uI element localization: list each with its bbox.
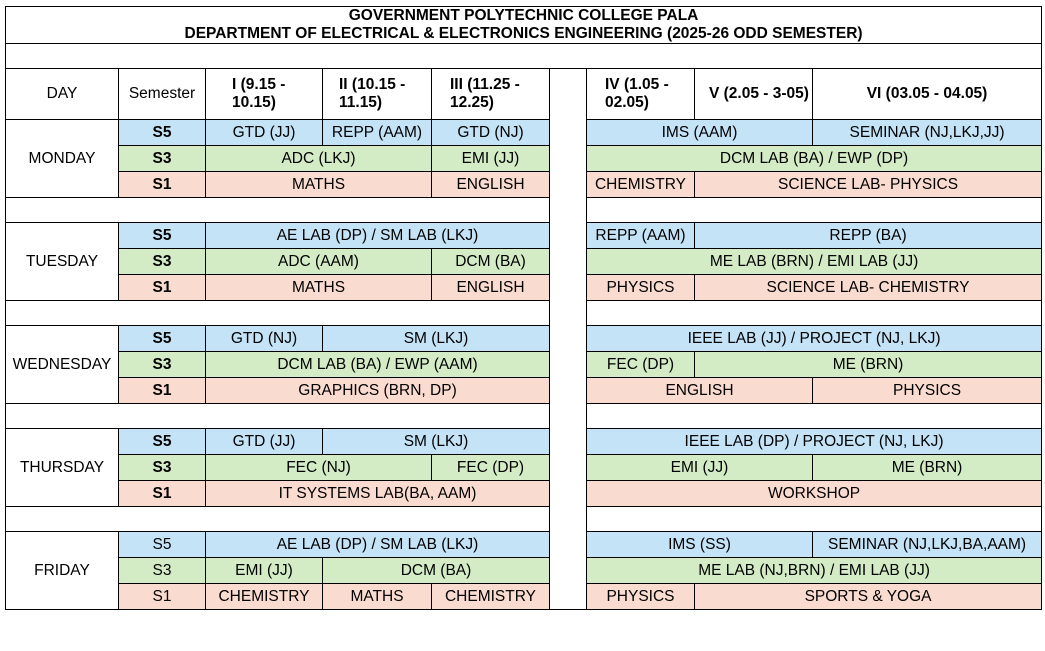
spacer-row	[6, 404, 550, 429]
timetable-cell: IMS (SS)	[587, 532, 813, 558]
timetable-cell: ENGLISH	[587, 378, 813, 404]
department-name: DEPARTMENT OF ELECTRICAL & ELECTRONICS ENGINEERING (2025-26 ODD SEMESTER)	[184, 25, 863, 42]
timetable-cell: CHEMISTRY	[432, 584, 550, 610]
timetable-cell: FEC (DP)	[432, 455, 550, 481]
timetable-cell: SM (LKJ)	[323, 429, 550, 455]
timetable-cell: ME LAB (NJ,BRN) / EMI LAB (JJ)	[587, 558, 1042, 584]
spacer-row	[6, 507, 550, 532]
day-label-monday: MONDAY	[6, 120, 119, 198]
semester-label: S5	[119, 532, 206, 558]
day-label-friday: FRIDAY	[6, 532, 119, 610]
col-header-semester: Semester	[119, 69, 206, 120]
timetable-cell: IEEE LAB (JJ) / PROJECT (NJ, LKJ)	[587, 326, 1042, 352]
timetable-cell: REPP (AAM)	[323, 120, 432, 146]
timetable-cell: GTD (NJ)	[206, 326, 323, 352]
timetable-cell: ENGLISH	[432, 275, 550, 301]
spacer-row	[587, 301, 1042, 326]
timetable-cell: GTD (NJ)	[432, 120, 550, 146]
semester-label: S3	[119, 146, 206, 172]
semester-label: S1	[119, 275, 206, 301]
timetable-cell: DCM LAB (BA) / EWP (AAM)	[206, 352, 550, 378]
semester-label: S5	[119, 429, 206, 455]
timetable-cell: MATHS	[206, 172, 432, 198]
col-header-period-3: III (11.25 - 12.25)	[432, 69, 550, 120]
day-label-tuesday: TUESDAY	[6, 223, 119, 301]
semester-label: S1	[119, 584, 206, 610]
timetable-cell: IEEE LAB (DP) / PROJECT (NJ, LKJ)	[587, 429, 1042, 455]
col-header-period-4: IV (1.05 - 02.05)	[587, 69, 695, 120]
lunch-break-column	[550, 69, 587, 610]
timetable-cell: FEC (DP)	[587, 352, 695, 378]
timetable-cell: SM (LKJ)	[323, 326, 550, 352]
semester-label: S1	[119, 378, 206, 404]
timetable-cell: CHEMISTRY	[587, 172, 695, 198]
timetable-cell: CHEMISTRY	[206, 584, 323, 610]
spacer-row	[587, 507, 1042, 532]
col-header-day: DAY	[6, 69, 119, 120]
col-header-period-1: I (9.15 - 10.15)	[206, 69, 323, 120]
semester-label: S1	[119, 481, 206, 507]
timetable-cell: MATHS	[323, 584, 432, 610]
timetable-cell: PHYSICS	[587, 584, 695, 610]
semester-label: S3	[119, 249, 206, 275]
timetable-cell: PHYSICS	[813, 378, 1042, 404]
spacer-row	[6, 44, 1042, 69]
timetable-cell: SCIENCE LAB- CHEMISTRY	[695, 275, 1042, 301]
timetable-cell: DCM (BA)	[323, 558, 550, 584]
spacer-row	[6, 198, 550, 223]
timetable-cell: SEMINAR (NJ,LKJ,BA,AAM)	[813, 532, 1042, 558]
page-title	[6, 7, 1042, 44]
timetable-cell: MATHS	[206, 275, 432, 301]
timetable-cell: ME (BRN)	[695, 352, 1042, 378]
timetable-cell: AE LAB (DP) / SM LAB (LKJ)	[206, 532, 550, 558]
timetable-cell: AE LAB (DP) / SM LAB (LKJ)	[206, 223, 550, 249]
semester-label: S3	[119, 455, 206, 481]
timetable-cell: ADC (AAM)	[206, 249, 432, 275]
col-header-period-5: V (2.05 - 3-05)	[695, 69, 813, 120]
timetable-cell: REPP (BA)	[695, 223, 1042, 249]
timetable-cell: DCM LAB (BA) / EWP (DP)	[587, 146, 1042, 172]
timetable-cell: GRAPHICS (BRN, DP)	[206, 378, 550, 404]
timetable	[5, 6, 1042, 610]
timetable-cell: SCIENCE LAB- PHYSICS	[695, 172, 1042, 198]
spacer-row	[6, 301, 550, 326]
timetable-cell: REPP (AAM)	[587, 223, 695, 249]
semester-label: S3	[119, 352, 206, 378]
timetable-cell: EMI (JJ)	[206, 558, 323, 584]
semester-label: S5	[119, 120, 206, 146]
timetable-cell: FEC (NJ)	[206, 455, 432, 481]
spacer-row	[587, 404, 1042, 429]
timetable-cell: GTD (JJ)	[206, 120, 323, 146]
timetable-cell: WORKSHOP	[587, 481, 1042, 507]
semester-label: S1	[119, 172, 206, 198]
day-label-wednesday: WEDNESDAY	[6, 326, 119, 404]
day-label-thursday: THURSDAY	[6, 429, 119, 507]
timetable-cell: EMI (JJ)	[432, 146, 550, 172]
semester-label: S3	[119, 558, 206, 584]
col-header-period-2: II (10.15 - 11.15)	[323, 69, 432, 120]
timetable-cell: IT SYSTEMS LAB(BA, AAM)	[206, 481, 550, 507]
timetable-cell: ENGLISH	[432, 172, 550, 198]
timetable-cell: ME (BRN)	[813, 455, 1042, 481]
timetable-cell: ME LAB (BRN) / EMI LAB (JJ)	[587, 249, 1042, 275]
semester-label: S5	[119, 223, 206, 249]
timetable-cell: SPORTS & YOGA	[695, 584, 1042, 610]
timetable-cell: ADC (LKJ)	[206, 146, 432, 172]
college-name: GOVERNMENT POLYTECHNIC COLLEGE PALA	[348, 7, 699, 24]
timetable-cell: PHYSICS	[587, 275, 695, 301]
semester-label: S5	[119, 326, 206, 352]
timetable-cell: SEMINAR (NJ,LKJ,JJ)	[813, 120, 1042, 146]
timetable-cell: IMS (AAM)	[587, 120, 813, 146]
timetable-cell: EMI (JJ)	[587, 455, 813, 481]
timetable-cell: GTD (JJ)	[206, 429, 323, 455]
col-header-period-6: VI (03.05 - 04.05)	[813, 69, 1042, 120]
spacer-row	[587, 198, 1042, 223]
timetable-cell: DCM (BA)	[432, 249, 550, 275]
